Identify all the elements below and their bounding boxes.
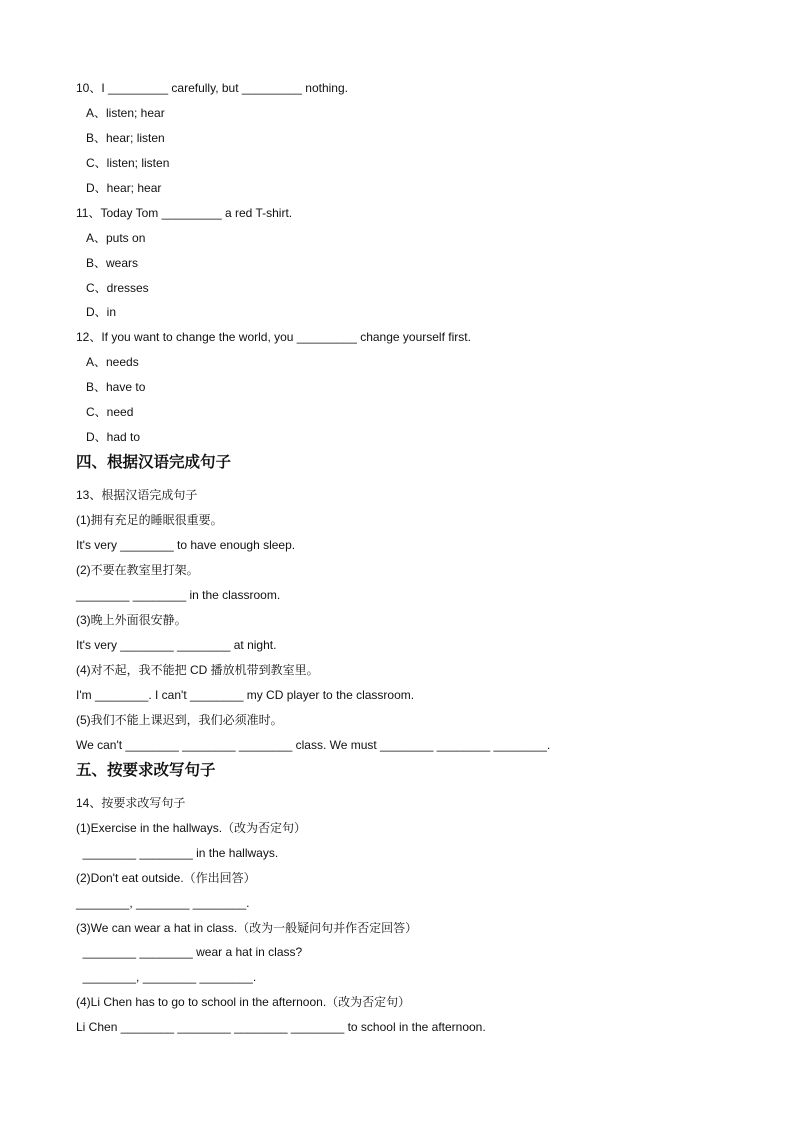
- question-12-option-c: C、need: [86, 405, 134, 419]
- q13-item-3-english: It's very ________ ________ at night.: [76, 638, 277, 652]
- q13-item-3-chinese: (3)晚上外面很安静。: [76, 613, 187, 627]
- q14-item-1-prompt: (1)Exercise in the hallways.（改为否定句）: [76, 821, 307, 835]
- question-13-title: 13、根据汉语完成句子: [76, 488, 198, 502]
- q13-item-2-english: ________ ________ in the classroom.: [76, 588, 281, 602]
- section-5-heading: 五、按要求改写句子: [76, 761, 216, 779]
- q14-item-2-prompt: (2)Don't eat outside.（作出回答）: [76, 871, 256, 885]
- question-11-option-b: B、wears: [86, 256, 139, 270]
- question-10-option-d: D、hear; hear: [86, 181, 162, 195]
- q13-item-4-chinese: (4)对不起，我不能把 CD 播放机带到教室里。: [76, 663, 319, 677]
- question-10-option-c: C、listen; listen: [86, 156, 170, 170]
- q13-item-2-chinese: (2)不要在教室里打架。: [76, 563, 199, 577]
- question-12-option-a: A、needs: [86, 355, 139, 369]
- q13-item-1-chinese: (1)拥有充足的睡眠很重要。: [76, 513, 223, 527]
- question-11-option-d: D、in: [86, 305, 117, 319]
- question-12-option-d: D、had to: [86, 430, 141, 444]
- q14-item-3-answer-question: ________ ________ wear a hat in class?: [76, 945, 303, 959]
- question-10-option-b: B、hear; listen: [86, 131, 165, 145]
- q13-item-5-english: We can't ________ ________ ________ class. We must ________ ________ ________.: [76, 738, 551, 752]
- question-11-stem: 11、Today Tom _________ a red T-shirt.: [76, 206, 293, 220]
- question-10-option-a: A、listen; hear: [86, 106, 165, 120]
- q13-item-5-chinese: (5)我们不能上课迟到，我们必须准时。: [76, 713, 283, 727]
- q13-item-1-english: It's very ________ to have enough sleep.: [76, 538, 296, 552]
- section-4-heading: 四、根据汉语完成句子: [76, 453, 232, 471]
- question-11-option-a: A、puts on: [86, 231, 146, 245]
- question-12-stem: 12、If you want to change the world, you _________ change yourself first.: [76, 330, 471, 344]
- question-11-option-c: C、dresses: [86, 281, 149, 295]
- q14-item-1-answer: ________ ________ in the hallways.: [76, 846, 279, 860]
- q14-item-2-answer: ________, ________ ________.: [76, 896, 250, 910]
- question-12-option-b: B、have to: [86, 380, 146, 394]
- q14-item-4-answer: Li Chen ________ ________ ________ ________ to school in the afternoon.: [76, 1020, 486, 1034]
- question-14-title: 14、按要求改写句子: [76, 796, 186, 810]
- q13-item-4-english: I'm ________. I can't ________ my CD player to the classroom.: [76, 688, 415, 702]
- q14-item-3-answer-reply: ________, ________ ________.: [76, 970, 257, 984]
- question-10-stem: 10、I _________ carefully, but _________ nothing.: [76, 81, 348, 95]
- q14-item-4-prompt: (4)Li Chen has to go to school in the afternoon.（改为否定句）: [76, 995, 411, 1009]
- q14-item-3-prompt: (3)We can wear a hat in class.（改为一般疑问句并作否定回答）: [76, 921, 418, 935]
